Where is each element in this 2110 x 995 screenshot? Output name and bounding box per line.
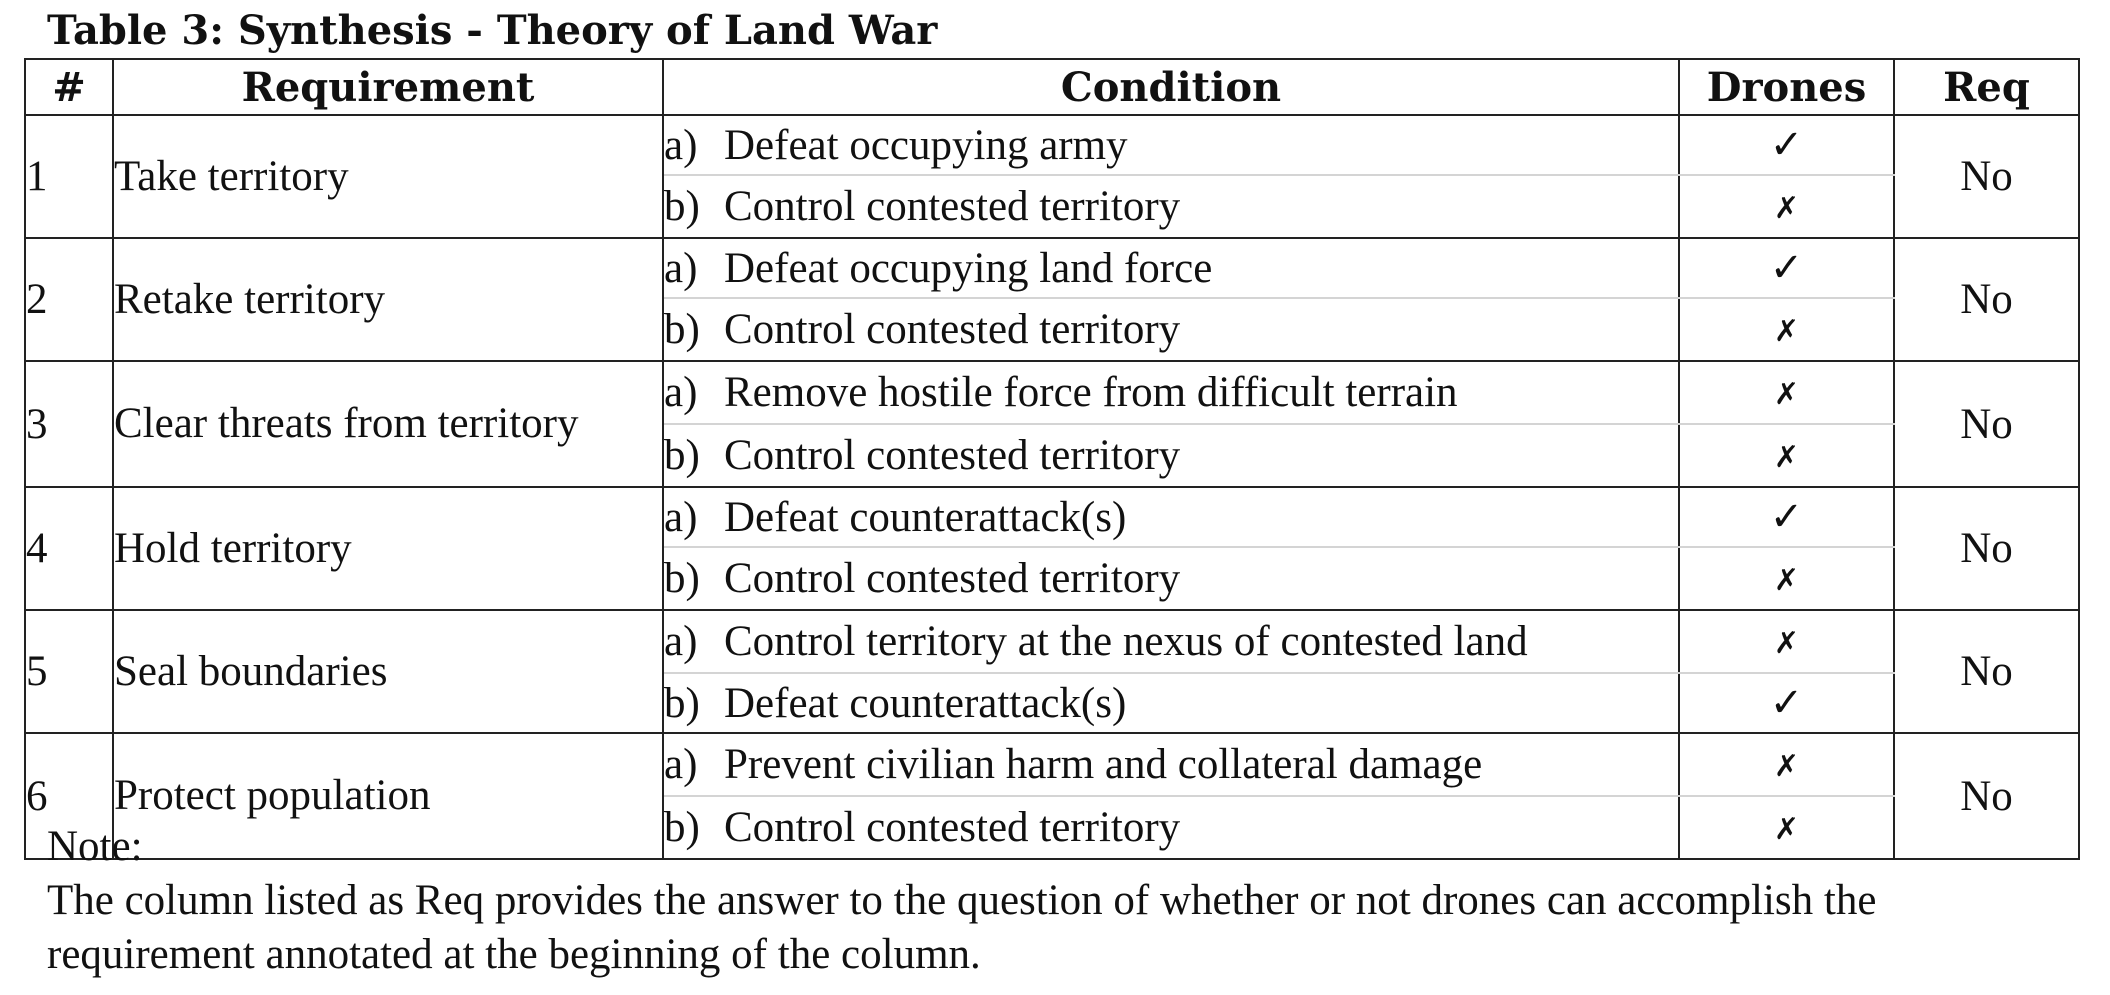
check-mark-icon: ✓ [1769,122,1804,168]
condition-letter: a) [664,741,698,788]
condition-text: Remove hostile force from difficult terrain [724,369,1458,416]
drones-cell [1679,424,1894,487]
condition-cell [663,175,1679,238]
condition-letter: a) [664,618,698,665]
check-mark-icon: ✓ [1769,245,1804,291]
cross-mark-icon: ✗ [1773,440,1800,475]
req-answer: No [1894,238,2079,361]
condition-text: Defeat occupying land force [724,244,1213,292]
cross-mark-icon: ✗ [1773,314,1800,349]
drones-cell [1679,673,1894,733]
condition-text: Control territory at the nexus of contested land [724,618,1528,665]
drones-cell [1679,547,1894,610]
row-number: 5 [25,610,113,733]
drones-cell [1679,238,1894,298]
condition-cell [663,361,1679,424]
drones-cell [1679,115,1894,175]
drones-cell [1679,610,1894,673]
req-answer: No [1894,610,2079,733]
table-row [25,115,2079,175]
row-number: 2 [25,238,113,361]
drones-cell [1679,487,1894,547]
drones-cell [1679,298,1894,361]
cross-mark-icon: ✗ [1773,563,1800,598]
condition-cell [663,610,1679,673]
table-row [25,238,2079,298]
condition-text: Defeat counterattack(s) [724,493,1127,541]
condition-cell [663,424,1679,487]
req-answer: No [1894,733,2079,859]
condition-text: Defeat occupying army [724,121,1128,169]
condition-letter: a) [664,121,698,169]
row-number: 3 [25,361,113,487]
header-condition: Condition [663,59,1679,115]
condition-text: Control contested territory [724,306,1181,353]
condition-cell [663,238,1679,298]
table-row [25,610,2079,673]
check-mark-icon: ✓ [1769,680,1804,726]
requirement-cell: Retake territory [113,238,663,361]
header-req: Req [1894,59,2079,115]
condition-letter: a) [664,244,698,292]
condition-letter: b) [664,432,700,479]
table-row [25,733,2079,796]
condition-cell [663,733,1679,796]
req-answer: No [1894,115,2079,238]
requirement-cell: Take territory [113,115,663,238]
condition-letter: a) [664,493,698,541]
condition-cell [663,547,1679,610]
condition-letter: a) [664,369,698,416]
condition-text: Defeat counterattack(s) [724,679,1127,727]
condition-text: Control contested territory [724,183,1181,230]
condition-letter: b) [664,183,700,230]
row-number: 4 [25,487,113,610]
condition-cell [663,673,1679,733]
synthesis-table [24,58,2080,860]
condition-letter: b) [664,306,700,353]
requirement-cell: Clear threats from territory [113,361,663,487]
condition-text: Control contested territory [724,804,1181,851]
req-answer: No [1894,361,2079,487]
requirement-cell: Hold territory [113,487,663,610]
condition-text: Prevent civilian harm and collateral damage [724,741,1483,788]
condition-text: Control contested territory [724,432,1181,479]
row-number: 6 [25,733,113,859]
header-drones: Drones [1679,59,1894,115]
header-number: # [25,59,113,115]
condition-letter: b) [664,679,700,727]
req-answer: No [1894,487,2079,610]
check-mark-icon: ✓ [1769,494,1804,540]
table-note [47,820,2077,982]
cross-mark-icon: ✗ [1773,191,1800,226]
drones-cell [1679,175,1894,238]
header-requirement: Requirement [113,59,663,115]
row-number: 1 [25,115,113,238]
note-text: The column listed as Req provides the answer to the question of whether or not drones can accomplish the requirement annotated at the beginning of the column. [47,877,1877,978]
condition-letter: b) [664,555,700,602]
condition-cell [663,298,1679,361]
header-row [25,59,2079,115]
table-title: Table 3: Synthesis - Theory of Land War [47,7,938,54]
drones-cell [1679,361,1894,424]
requirement-cell: Protect population [113,733,663,859]
condition-text: Control contested territory [724,555,1181,602]
table-row [25,361,2079,424]
requirement-cell: Seal boundaries [113,610,663,733]
cross-mark-icon: ✗ [1773,626,1800,661]
condition-cell [663,487,1679,547]
note-label: Note: [47,823,143,870]
condition-cell [663,115,1679,175]
condition-letter: b) [664,804,700,851]
cross-mark-icon: ✗ [1773,749,1800,784]
drones-cell [1679,733,1894,796]
cross-mark-icon: ✗ [1773,812,1800,847]
table-row [25,487,2079,547]
cross-mark-icon: ✗ [1773,377,1800,412]
